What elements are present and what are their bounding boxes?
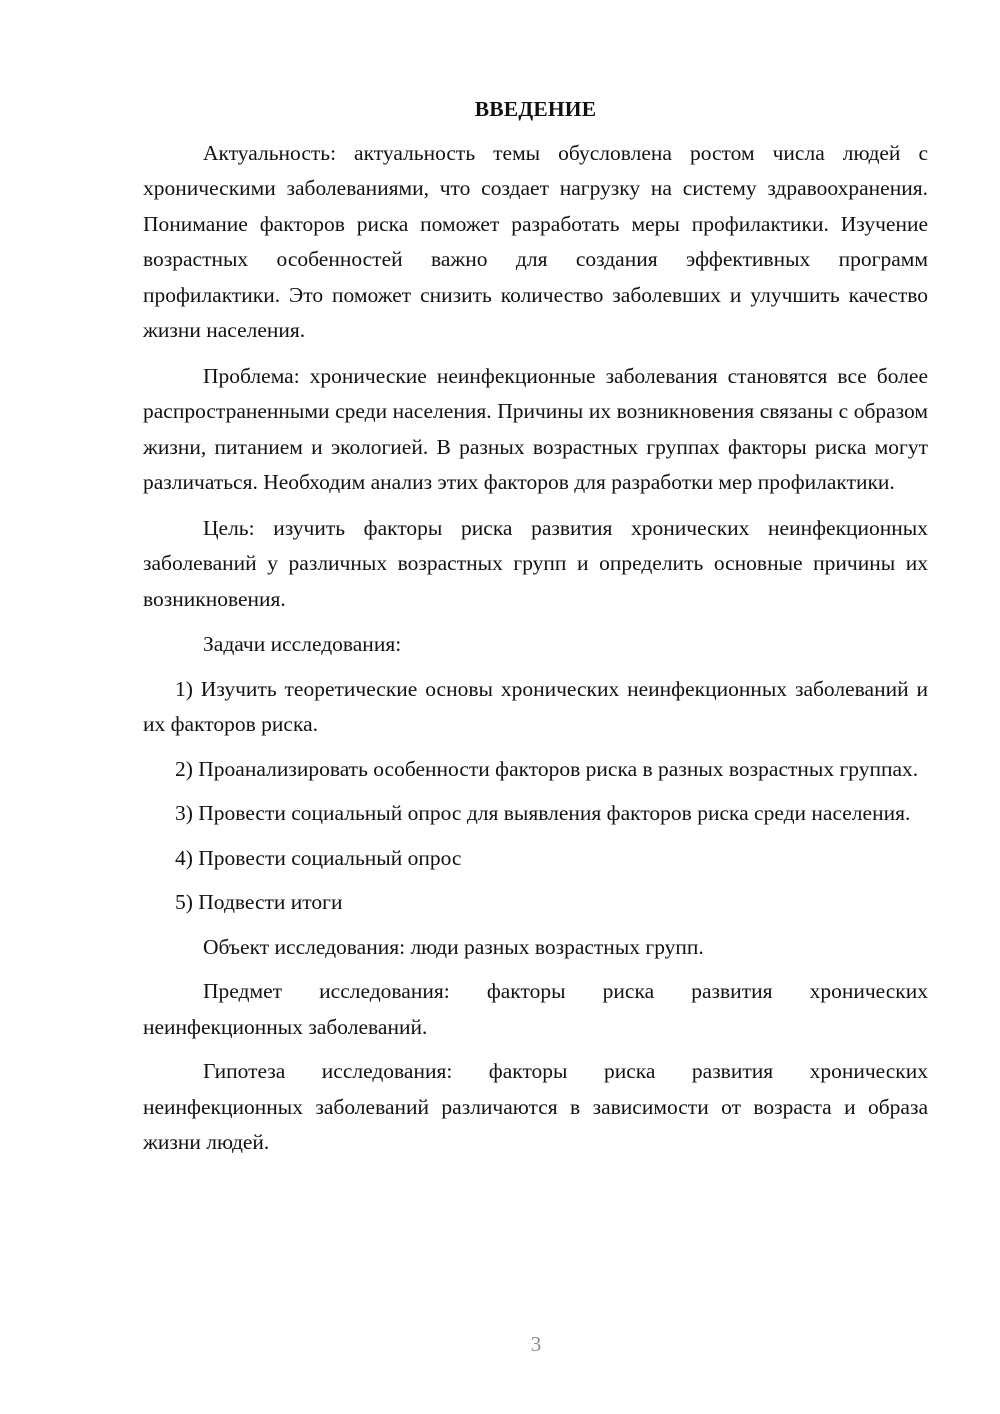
problem-paragraph: Проблема: хронические неинфекционные заболевания становятся все более распространенными среди населения. Причины их возникновения связаны с образом жизни, питанием и экологией. В разных возрастных группах факторы риска могут различаться. Необходим анализ этих факторов для разработки мер профилактики.: [143, 363, 928, 494]
task-list-item-3: 3) Провести социальный опрос для выявления факторов риска среди населения.: [175, 801, 911, 825]
task-list-item-2: 2) Проанализировать особенности факторов риска в разных возрастных группах.: [175, 756, 919, 781]
page-title: ВВЕДЕНИЕ: [474, 97, 597, 121]
relevance-paragraph: Актуальность: актуальность темы обусловлена ростом числа людей с хроническими заболеваниями, что создает нагрузку на систему здравоохранения. Понимание факторов риска поможет разработать меры профилактики. Изучение возрастных особенностей важно для создания эффективных программ профилактики. Это поможет снизить количество заболевших и улучшить качество жизни населения.: [143, 140, 928, 342]
subject-paragraph: Предмет исследования: факторы риска развития хронических неинфекционных заболеваний.: [143, 979, 928, 1039]
hypothesis-paragraph: Гипотеза исследования: факторы риска развития хронических неинфекционных заболеваний различаются в зависимости от возраста и образа жизни людей.: [143, 1059, 928, 1154]
page-number: 3: [530, 1332, 542, 1356]
task-list-item-4: 4) Провести социальный опрос: [175, 845, 462, 870]
object-paragraph: Объект исследования: люди разных возрастных групп.: [203, 934, 704, 959]
tasks-heading: Задачи исследования:: [203, 632, 402, 656]
document-page: [143, 92, 928, 1161]
task-list-item-1: 1) Изучить теоретические основы хронических неинфекционных заболеваний и их факторов риска.: [143, 676, 928, 736]
task-list-item-5: 5) Подвести итоги: [175, 890, 343, 914]
goal-paragraph: Цель: изучить факторы риска развития хронических неинфекционных заболеваний у различных возрастных групп и определить основные причины их возникновения.: [143, 515, 928, 611]
